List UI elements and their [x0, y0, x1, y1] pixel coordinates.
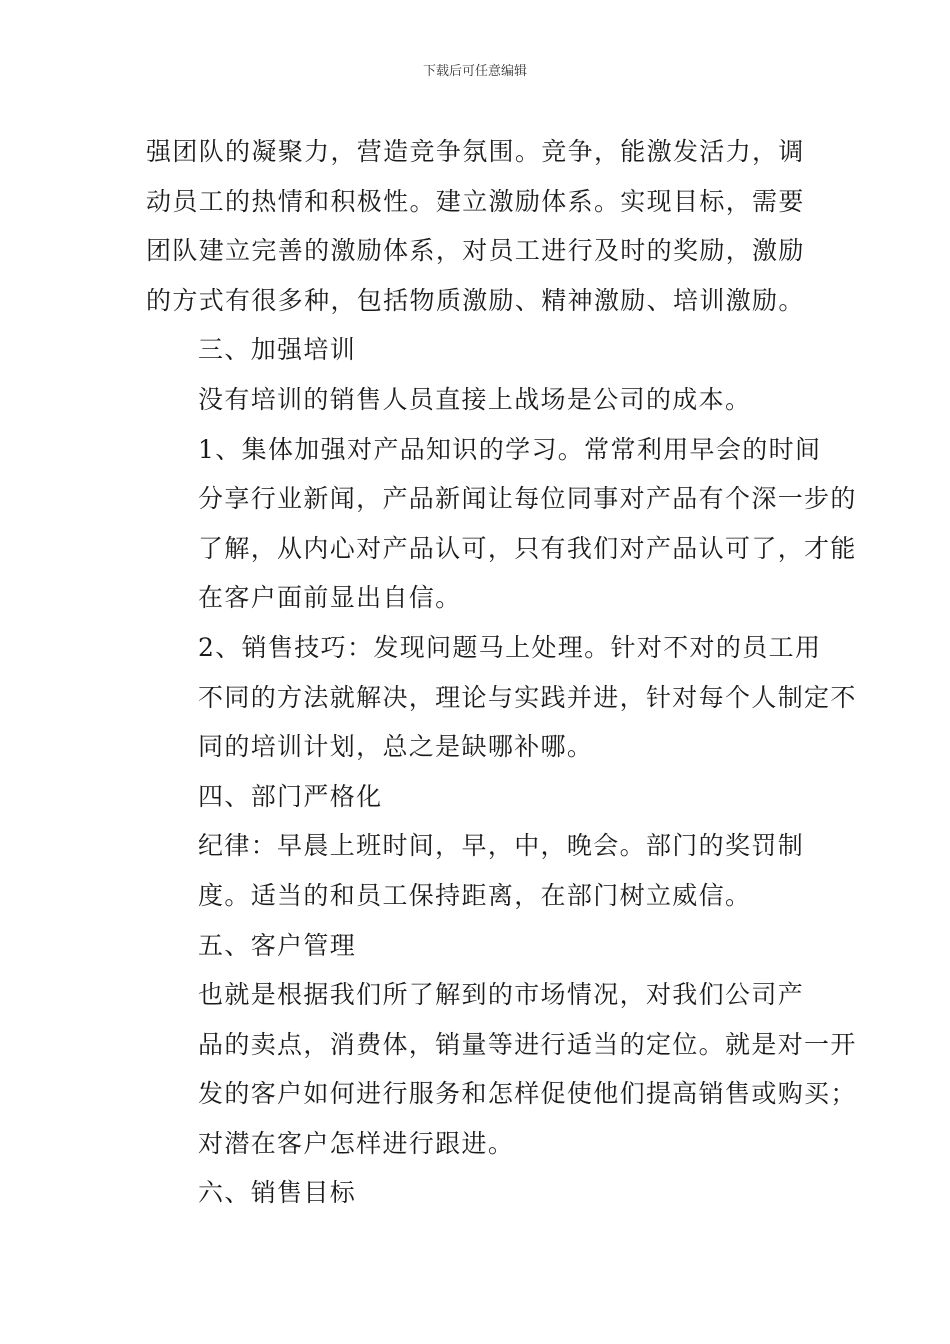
text-line: 动员工的热情和积极性。建立激励体系。实现目标，需要 — [146, 186, 805, 216]
text-line: 2、销售技巧：发现问题马上处理。针对不对的员工用 — [198, 632, 822, 662]
paragraph — [146, 821, 806, 920]
text-line: 的方式有很多种，包括物质激励、精神激励、培训激励。 — [146, 285, 805, 315]
paragraph — [146, 425, 857, 623]
text-line: 没有培训的销售人员直接上战场是公司的成本。 — [198, 384, 752, 414]
text-line: 分享行业新闻，产品新闻让每位同事对产品有个深一步的 — [198, 484, 857, 514]
text-line: 三、加强培训 — [198, 335, 357, 365]
text-line: 不同的方法就解决，理论与实践并进，针对每个人制定不 — [198, 682, 857, 712]
text-line: 1、集体加强对产品知识的学习。常常利用早会的时间 — [198, 434, 822, 464]
document-body — [146, 127, 857, 1218]
paragraph — [146, 921, 806, 971]
text-line: 同的培训计划，总之是缺哪补哪。 — [198, 732, 594, 762]
paragraph — [146, 127, 806, 325]
paragraph — [146, 970, 857, 1168]
text-line: 六、销售目标 — [198, 1178, 357, 1208]
text-line: 在客户面前显出自信。 — [198, 583, 462, 613]
paragraph — [146, 325, 806, 375]
text-line: 品的卖点，消费体，销量等进行适当的定位。就是对一开 — [198, 1029, 857, 1059]
text-line: 对潜在客户怎样进行跟进。 — [198, 1128, 515, 1158]
text-line: 发的客户如何进行服务和怎样促使他们提高销售或购买； — [198, 1079, 857, 1109]
text-line: 也就是根据我们所了解到的市场情况，对我们公司产 — [198, 980, 805, 1010]
paragraph — [146, 375, 806, 425]
paragraph — [146, 772, 806, 822]
page-header: 下载后可任意编辑 — [422, 64, 527, 79]
paragraph — [146, 1168, 806, 1218]
text-line: 团队建立完善的激励体系，对员工进行及时的奖励，激励 — [146, 236, 805, 266]
text-line: 纪律：早晨上班时间，早，中，晚会。部门的奖罚制 — [198, 831, 805, 861]
text-line: 了解，从内心对产品认可，只有我们对产品认可了，才能 — [198, 533, 857, 563]
paragraph — [146, 623, 857, 772]
text-line: 强团队的凝聚力，营造竞争氛围。竞争，能激发活力，调 — [146, 137, 805, 166]
text-line: 五、客户管理 — [198, 930, 357, 960]
text-line: 度。适当的和员工保持距离，在部门树立威信。 — [198, 880, 752, 910]
text-line: 四、部门严格化 — [198, 781, 383, 811]
